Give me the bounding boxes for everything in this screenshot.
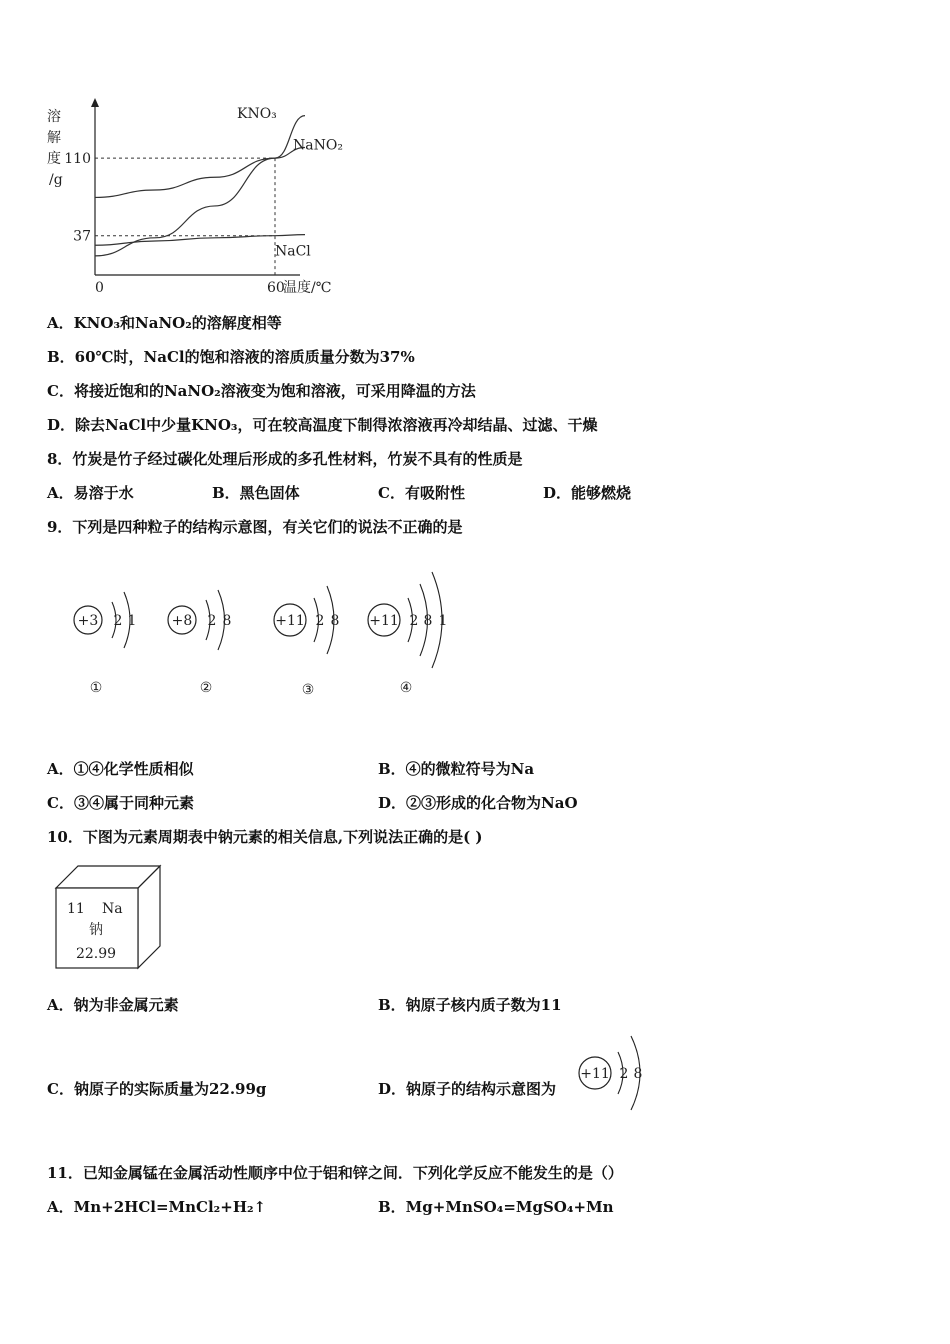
particle-4-shell-3: 1 <box>438 613 448 629</box>
q11-option-b[interactable]: B．Mg+MnSO₄=MgSO₄+Mn <box>378 1198 614 1216</box>
particle-1-shell-1: 2 <box>113 613 123 629</box>
element-number: 11 <box>67 901 85 917</box>
particle-4-nucleus: +11 <box>369 613 399 629</box>
q7-option-c[interactable]: C．将接近饱和的NaNO₂溶液变为饱和溶液，可采用降温的方法 <box>47 382 476 400</box>
sodium-shell-1: 2 <box>619 1066 629 1082</box>
series-label-nano2: NaNO₂ <box>293 137 343 154</box>
x-tick-label-60: 60 <box>267 280 285 296</box>
q10-option-a[interactable]: A．钠为非金属元素 <box>47 996 179 1014</box>
particle-3 <box>274 586 339 698</box>
series-line-kno3 <box>95 116 305 256</box>
q10-option-b[interactable]: B．钠原子核内质子数为11 <box>378 996 562 1014</box>
q9-option-b[interactable]: B．④的微粒符号为Na <box>378 760 535 778</box>
sodium-shell-2: 8 <box>633 1066 643 1082</box>
particle-2 <box>168 590 231 696</box>
particle-2-nucleus: +8 <box>171 613 193 629</box>
x-tick-label-0: 0 <box>95 280 104 296</box>
particle-1 <box>74 592 136 696</box>
series-label-kno3: KNO₃ <box>237 105 277 122</box>
q7-option-d[interactable]: D．除去NaCl中少量KNO₃，可在较高温度下制得浓溶液再冷却结晶、过滤、干燥 <box>47 416 598 434</box>
element-card <box>50 862 170 974</box>
q8-option-b[interactable]: B．黑色固体 <box>212 484 300 502</box>
y-tick-label-37: 37 <box>73 228 91 245</box>
particle-3-label: ③ <box>301 682 315 698</box>
y-axis-arrow <box>91 98 99 107</box>
q8-option-a[interactable]: A．易溶于水 <box>47 484 134 502</box>
particle-3-nucleus: +11 <box>275 613 305 629</box>
particle-2-label: ② <box>199 680 213 696</box>
y-label-char-3: 度 <box>47 151 61 167</box>
y-label-char-2: 解 <box>47 130 61 146</box>
particle-3-shell-2: 8 <box>330 613 340 629</box>
q9-option-c[interactable]: C．③④属于同种元素 <box>47 794 194 812</box>
q10-option-c[interactable]: C．钠原子的实际质量为22.99g <box>47 1080 267 1098</box>
q11-option-a[interactable]: A．Mn+2HCl=MnCl₂+H₂↑ <box>47 1198 267 1216</box>
q9-option-a[interactable]: A．①④化学性质相似 <box>47 760 194 778</box>
sodium-structure-diagram <box>575 1028 655 1118</box>
particle-1-nucleus: +3 <box>77 613 99 629</box>
q9-stem: 9．下列是四种粒子的结构示意图，有关它们的说法不正确的是 <box>47 518 463 536</box>
q10-stem: 10．下图为元素周期表中钠元素的相关信息,下列说法正确的是( ) <box>47 828 483 846</box>
series-line-nano2 <box>95 148 305 198</box>
particle-1-label: ① <box>89 680 103 696</box>
particle-4-shell-2: 8 <box>423 613 433 629</box>
q11-stem: 11．已知金属锰在金属活动性顺序中位于铝和锌之间．下列化学反应不能发生的是（） <box>47 1164 623 1182</box>
q8-stem: 8．竹炭是竹子经过碳化处理后形成的多孔性材料，竹炭不具有的性质是 <box>47 450 523 468</box>
x-axis-label: 温度/℃ <box>283 280 332 296</box>
particle-4-shell-1: 2 <box>409 613 419 629</box>
q9-option-d[interactable]: D．②③形成的化合物为NaO <box>378 794 578 812</box>
q7-option-a[interactable]: A．KNO₃和NaNO₂的溶解度相等 <box>47 314 282 332</box>
sodium-nucleus: +11 <box>580 1066 610 1082</box>
particle-2-shell-2: 8 <box>222 613 232 629</box>
y-tick-label-110: 110 <box>64 151 91 168</box>
particle-2-shell-1: 2 <box>207 613 217 629</box>
q8-option-d[interactable]: D．能够燃烧 <box>543 484 632 502</box>
element-mass: 22.99 <box>75 946 117 962</box>
series-label-nacl: NaCl <box>275 243 311 260</box>
q10-option-d[interactable]: D．钠原子的结构示意图为 <box>378 1080 557 1098</box>
y-label-char-1: 溶 <box>47 109 61 125</box>
particle-3-shell-1: 2 <box>315 613 325 629</box>
q7-option-b[interactable]: B．60℃时，NaCl的饱和溶液的溶质质量分数为37% <box>47 348 415 366</box>
solubility-chart <box>40 95 343 296</box>
y-label-char-4: /g <box>49 172 63 188</box>
particle-diagrams <box>60 560 480 710</box>
series-line-nacl <box>95 235 305 246</box>
particle-4 <box>368 572 447 696</box>
element-symbol: Na <box>102 901 123 917</box>
particle-4-label: ④ <box>399 680 413 696</box>
element-name: 钠 <box>89 922 103 938</box>
q8-option-c[interactable]: C．有吸附性 <box>378 484 465 502</box>
particle-1-shell-2: 1 <box>127 613 137 629</box>
